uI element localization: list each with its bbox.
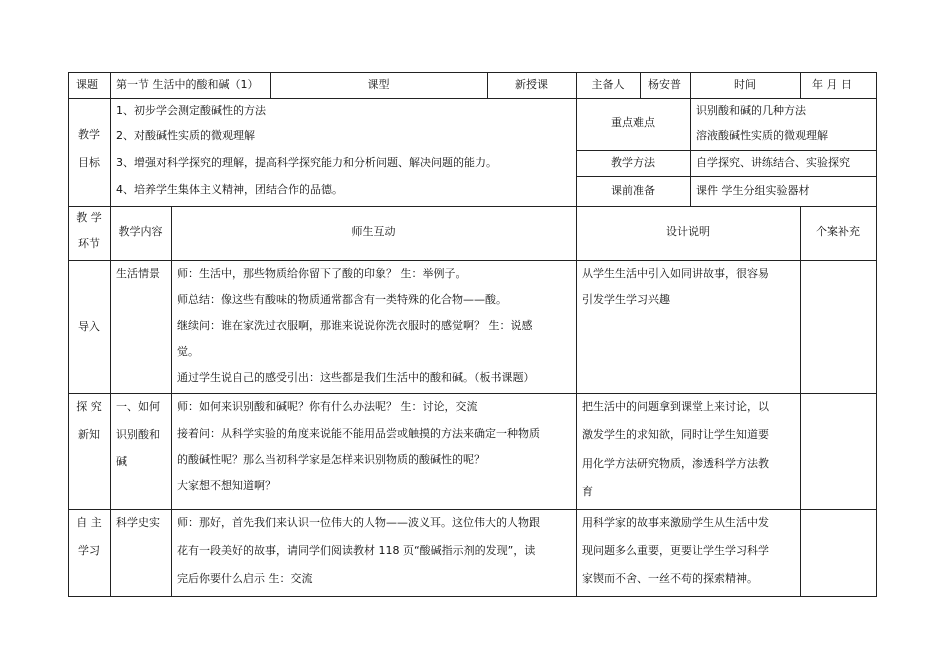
objective-item: 4、培养学生集体主义精神，团结合作的品德。 <box>116 183 343 196</box>
row-content: 识别酸和 <box>116 428 160 441</box>
time-label: 时间 <box>734 78 756 91</box>
row-interaction-line: 师：那好，首先我们来认识一位伟大的人物——波义耳。这位伟大的人物跟 <box>177 516 540 529</box>
preparer-value: 杨安普 <box>648 78 681 91</box>
row-stage: 导入 <box>78 320 100 333</box>
objective-item: 1、初步学会测定酸碱性的方法 <box>116 104 266 117</box>
row-interaction-line: 师：生活中，那些物质给你留下了酸的印象？ 生：举例子。 <box>177 267 467 280</box>
row-stage-2: 学习 <box>78 544 100 557</box>
objective-item: 3、增强对科学探究的理解，提高科学探究能力和分析问题、解决问题的能力。 <box>116 156 497 169</box>
row-design-line: 育 <box>582 485 593 498</box>
row-design-line: 现问题多么重要，更要让学生学习科学 <box>582 544 769 557</box>
objective-item: 2、对酸碱性实质的微观理解 <box>116 129 255 142</box>
row-content: 科学史实 <box>116 516 160 529</box>
row-design-line: 用化学方法研究物质，渗透科学方法教 <box>582 457 769 470</box>
row-design-line: 激发学生的求知欲，同时让学生知道要 <box>582 428 769 441</box>
topic-value: 第一节 生活中的酸和碱（1） <box>116 78 259 91</box>
row-content: 碱 <box>116 455 127 468</box>
col-supplement-header: 个案补充 <box>816 225 860 238</box>
prep-label: 课前准备 <box>611 184 655 197</box>
row-interaction-line: 的酸碱性呢？那么当初科学家是怎样来识别物质的酸碱性的呢？ <box>177 453 485 466</box>
row-interaction-line: 接着问：从科学实验的角度来说能不能用品尝或触摸的方法来确定一种物质 <box>177 427 540 440</box>
topic-label: 课题 <box>76 78 98 91</box>
time-value: 年 月 日 <box>812 78 852 91</box>
row-interaction-line: 师：如何来识别酸和碱呢？你有什么办法呢？ 生：讨论，交流 <box>177 400 478 413</box>
col-stage-header-2: 环节 <box>78 237 100 250</box>
objectives-label-2: 目标 <box>78 156 100 169</box>
row-interaction-line: 完后你要什么启示 生：交流 <box>177 572 313 585</box>
col-interaction-header: 师生互动 <box>351 225 396 238</box>
row-interaction-line: 大家想不想知道啊？ <box>177 479 276 492</box>
preparer-label: 主备人 <box>591 78 625 91</box>
col-design-header: 设计说明 <box>666 225 710 238</box>
row-design-line: 从学生生活中引入如同讲故事，很容易 <box>582 267 769 280</box>
row-interaction-line: 师总结：像这些有酸味的物质通常都含有一类特殊的化合物——酸。 <box>177 293 507 306</box>
objectives-label: 教学 <box>78 128 100 141</box>
row-interaction-line: 花有一段美好的故事，请同学们阅读教材 118 页“酸碱指示剂的发现”，读 <box>177 544 536 557</box>
row-stage-2: 新知 <box>78 428 100 441</box>
row-stage: 自 主 <box>76 516 102 529</box>
method-value: 自学探究、讲练结合、实验探究 <box>696 156 850 169</box>
row-design-line: 引发学生学习兴趣 <box>582 293 670 306</box>
type-value: 新授课 <box>515 78 548 91</box>
col-content-header: 教学内容 <box>118 225 163 238</box>
prep-value: 课件 学生分组实验器材 <box>696 184 810 197</box>
key-points-label: 重点难点 <box>611 116 655 129</box>
row-content: 一、如何 <box>116 400 160 413</box>
row-interaction-line: 继续问：谁在家洗过衣服啊，那谁来说说你洗衣服时的感觉啊？ 生：说感 <box>177 319 533 332</box>
row-interaction-line: 通过学生说自己的感受引出：这些都是我们生活中的酸和碱。（板书课题） <box>177 371 535 384</box>
row-content: 生活情景 <box>116 267 160 280</box>
row-design-line: 用科学家的故事来激励学生从生活中发 <box>582 516 769 529</box>
type-label: 课型 <box>367 78 390 91</box>
key-point-item: 识别酸和碱的几种方法 <box>696 104 806 117</box>
key-point-item: 溶液酸碱性实质的微观理解 <box>696 129 828 142</box>
row-interaction-line: 觉。 <box>177 345 199 358</box>
row-stage: 探 究 <box>76 400 102 413</box>
row-design-line: 把生活中的问题拿到课堂上来讨论，以 <box>582 400 769 413</box>
col-stage-header: 教 学 <box>76 211 102 224</box>
row-design-line: 家锲而不舍、一丝不苟的探索精神。 <box>582 572 758 585</box>
method-label: 教学方法 <box>611 156 655 169</box>
